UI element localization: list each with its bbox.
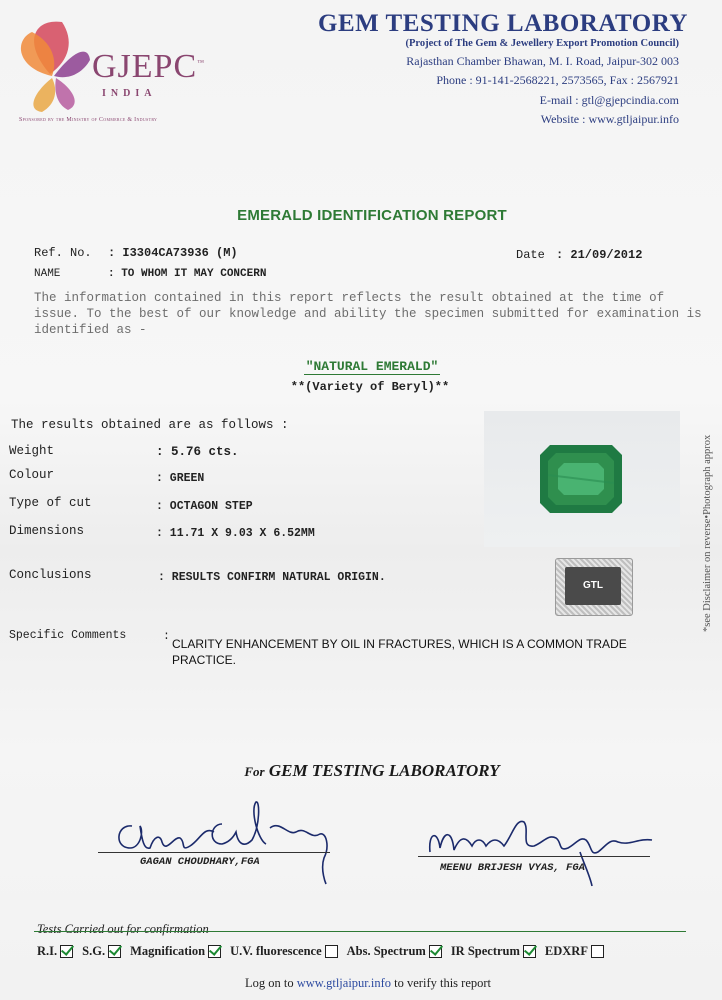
test-magnification: Magnification bbox=[130, 944, 221, 959]
date-value: : 21/09/2012 bbox=[556, 248, 643, 262]
test-ri-checkbox[interactable] bbox=[60, 945, 73, 958]
test-uv: U.V. fluorescence bbox=[230, 944, 338, 959]
lab-phone: Phone : 91-141-2568221, 2573565, Fax : 2567921 bbox=[436, 73, 679, 87]
result-label-conclusions: Conclusions bbox=[9, 568, 92, 582]
test-sg-checkbox[interactable] bbox=[108, 945, 121, 958]
verify-footer: Log on to www.gtljaipur.info to verify this report bbox=[244, 976, 492, 990]
result-label-dimensions: Dimensions bbox=[9, 524, 85, 538]
logo-country: INDIA bbox=[102, 88, 157, 99]
test-edxrf: EDXRF bbox=[545, 944, 604, 959]
report-disclaimer: The information contained in this report reflects the result obtained at the time of issue. To the best of our knowledge and ability the specimen submitted for examination is identified as - bbox=[34, 291, 702, 337]
name-label: NAME bbox=[34, 268, 61, 280]
signatory-1-name: GAGAN CHOUDHARY,FGA bbox=[140, 856, 260, 868]
lab-address: Rajasthan Chamber Bhawan, M. I. Road, Jaipur-302 003 bbox=[406, 54, 679, 68]
signatory-2-name: MEENU BRIJESH VYAS, FGA bbox=[440, 862, 585, 874]
lab-project: (Project of The Gem & Jewellery Export Promotion Council) bbox=[405, 38, 679, 49]
logo-brand: GJEPC™ bbox=[92, 48, 206, 85]
ref-value: : I3304CA73936 (M) bbox=[108, 246, 238, 260]
test-ri: R.I. bbox=[37, 944, 73, 959]
name-value: : TO WHOM IT MAY CONCERN bbox=[108, 268, 267, 280]
test-sg: S.G. bbox=[82, 944, 121, 959]
stone-variety: **(Variety of Beryl)** bbox=[290, 380, 450, 394]
side-disclaimer-note: *see Disclaimer on reverse•Photograph approx bbox=[702, 434, 713, 632]
comments-colon: : bbox=[163, 630, 170, 643]
comments-label: Specific Comments bbox=[9, 629, 127, 642]
for-lab-heading: For GEM TESTING LABORATORY bbox=[244, 761, 500, 780]
result-value-cut: : OCTAGON STEP bbox=[156, 500, 253, 513]
lab-email: E-mail : gtl@gjepcindia.com bbox=[539, 93, 679, 107]
test-edxrf-checkbox[interactable] bbox=[591, 945, 604, 958]
ref-label: Ref. No. bbox=[34, 246, 92, 260]
lab-name: GEM TESTING LABORATORY bbox=[318, 10, 688, 37]
test-ir: IR Spectrum bbox=[451, 944, 536, 959]
result-value-weight: : 5.76 cts. bbox=[156, 445, 239, 459]
result-value-dimensions: : 11.71 X 9.03 X 6.52MM bbox=[156, 527, 315, 540]
test-magnification-checkbox[interactable] bbox=[208, 945, 221, 958]
hologram-seal bbox=[555, 558, 633, 616]
report-title: EMERALD IDENTIFICATION REPORT bbox=[237, 207, 507, 224]
tests-row bbox=[37, 944, 613, 959]
result-label-colour: Colour bbox=[9, 468, 55, 482]
emerald-stone-icon bbox=[540, 445, 622, 513]
result-value-conclusions: : RESULTS CONFIRM NATURAL ORIGIN. bbox=[158, 571, 386, 584]
result-label-weight: Weight bbox=[9, 444, 55, 458]
tests-divider bbox=[34, 931, 686, 932]
verify-link[interactable]: www.gtljaipur.info bbox=[296, 976, 392, 990]
signature-2-line bbox=[418, 856, 650, 857]
logo-sponsor: Sponsored by the Ministry of Commerce & Industry bbox=[19, 117, 158, 123]
signature-1-line bbox=[98, 852, 330, 853]
test-uv-checkbox[interactable] bbox=[325, 945, 338, 958]
result-label-cut: Type of cut bbox=[9, 496, 92, 510]
comments-value: CLARITY ENHANCEMENT BY OIL IN FRACTURES, WHICH IS A COMMON TRADE PRACTICE. bbox=[172, 637, 627, 667]
test-abs-checkbox[interactable] bbox=[429, 945, 442, 958]
stone-name: "NATURAL EMERALD" bbox=[305, 359, 439, 374]
signature-2-icon bbox=[420, 812, 660, 892]
test-abs: Abs. Spectrum bbox=[347, 944, 442, 959]
tests-title: Tests Carried out for confirmation bbox=[37, 922, 209, 936]
signature-1-icon bbox=[110, 796, 340, 888]
test-ir-checkbox[interactable] bbox=[523, 945, 536, 958]
seal-label: GTL bbox=[565, 567, 621, 605]
result-value-colour: : GREEN bbox=[156, 472, 205, 485]
lab-website: Website : www.gtljaipur.info bbox=[540, 112, 679, 126]
date-label: Date bbox=[516, 248, 545, 262]
results-intro: The results obtained are as follows : bbox=[11, 418, 289, 432]
